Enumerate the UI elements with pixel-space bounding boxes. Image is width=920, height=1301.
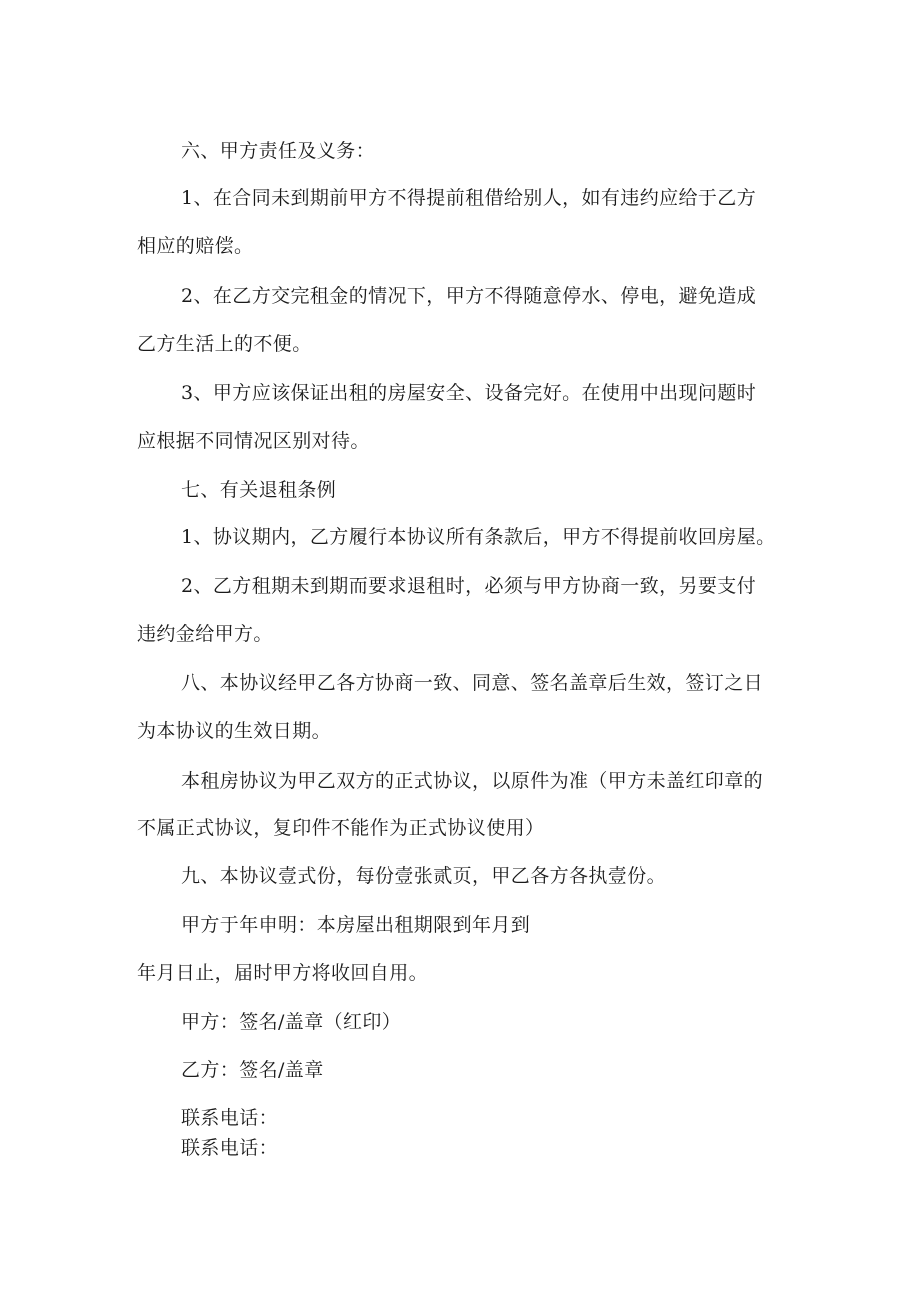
party-a-signature: 甲方：签名/盖章（红印） xyxy=(181,1011,402,1033)
section-6-item-3-cont: 应根据不同情况区别对待。 xyxy=(137,430,370,452)
section-6-item-1: 1、在合同未到期前甲方不得提前租借给别人，如有违约应给于乙方 xyxy=(181,187,757,209)
section-7-item-1: 1、协议期内，乙方履行本协议所有条款后，甲方不得提前收回房屋。 xyxy=(181,526,776,548)
section-8-cont: 为本协议的生效日期。 xyxy=(137,720,332,742)
party-b-phone: 联系电话： xyxy=(181,1137,279,1159)
section-6-item-2-cont: 乙方生活上的不便。 xyxy=(137,333,312,355)
lease-statement: 甲方于年申明：本房屋出租期限到年月到 xyxy=(181,914,531,936)
section-7-heading: 七、有关退租条例 xyxy=(181,479,337,501)
party-b-signature: 乙方：签名/盖章 xyxy=(181,1059,324,1081)
formal-agreement-note: 本租房协议为甲乙双方的正式协议，以原件为准（甲方未盖红印章的 xyxy=(181,770,764,792)
section-8: 八、本协议经甲乙各方协商一致、同意、签名盖章后生效，签订之日 xyxy=(181,672,764,694)
section-6-item-3: 3、甲方应该保证出租的房屋安全、设备完好。在使用中出现问题时 xyxy=(181,382,757,404)
formal-agreement-note-cont: 不属正式协议，复印件不能作为正式协议使用） xyxy=(137,817,545,839)
section-6-item-1-cont: 相应的赔偿。 xyxy=(137,235,254,257)
section-6-heading: 六、甲方责任及义务： xyxy=(181,140,376,162)
section-9: 九、本协议壹式份，每份壹张贰页，甲乙各方各执壹份。 xyxy=(181,865,667,887)
lease-statement-cont: 年月日止，届时甲方将收回自用。 xyxy=(137,962,429,984)
section-7-item-2-cont: 违约金给甲方。 xyxy=(137,623,273,645)
section-7-item-2: 2、乙方租期未到期而要求退租时，必须与甲方协商一致，另要支付 xyxy=(181,575,757,597)
party-a-phone: 联系电话： xyxy=(181,1107,279,1129)
section-6-item-2: 2、在乙方交完租金的情况下，甲方不得随意停水、停电，避免造成 xyxy=(181,285,757,307)
